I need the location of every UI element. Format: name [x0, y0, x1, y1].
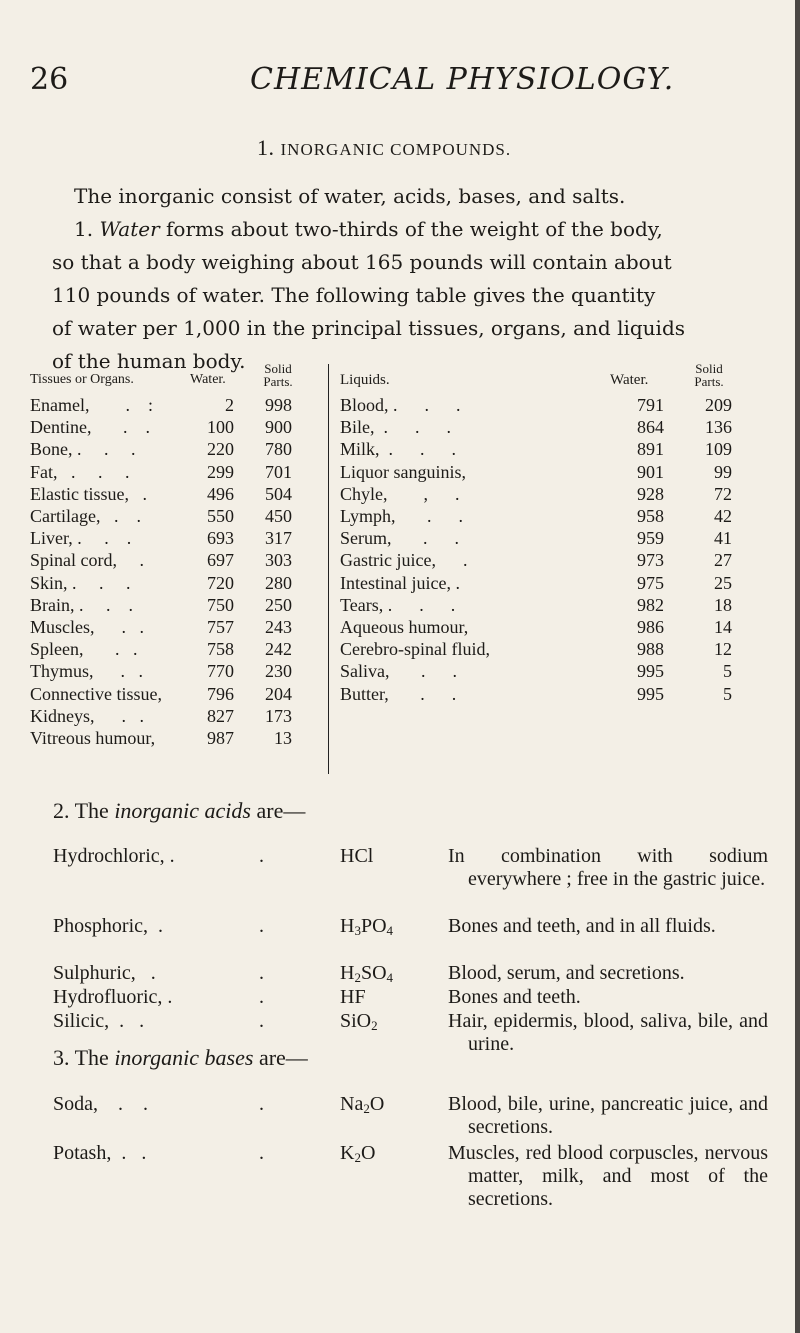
acids-heading-tail: are— [256, 798, 306, 823]
table-cell-water: 995 [637, 683, 664, 704]
table-cell-name: Cerebro-spinal fluid, [340, 639, 490, 660]
table-cell-name: Butter, . . [340, 683, 457, 704]
table-header-solid: Solid Parts. [263, 361, 293, 389]
table-cell-name: Spinal cord, . [30, 550, 144, 571]
table-row [0, 727, 800, 749]
table-row [0, 594, 800, 616]
compound-formula: HF [340, 986, 366, 1008]
table-cell-solid: 72 [714, 483, 732, 504]
compound-occurrence [448, 1093, 768, 1139]
table-row [0, 549, 800, 571]
table-cell-solid: 41 [714, 528, 732, 549]
table-cell-solid: 243 [265, 617, 292, 637]
compound-formula: SiO$_2$ [340, 1010, 378, 1033]
table-cell-water: 791 [637, 395, 664, 415]
table-cell-water: 720 [207, 572, 234, 593]
table-cell-water: 988 [637, 639, 664, 660]
table-cell-water: 2 [225, 395, 234, 415]
occurrence-text: Muscles, red blood corpuscles, nervous matter, milk, and most of the secretions. [448, 1142, 768, 1210]
compound-name: Potash, . . [53, 1142, 147, 1164]
table-cell-water: 827 [207, 705, 234, 726]
paragraph-line: of the human body. [52, 349, 246, 373]
table-cell-solid: 18 [714, 594, 732, 615]
compound-occurrence [448, 1142, 768, 1211]
compound-name: Silicic, . . [53, 1010, 145, 1032]
compound-name: Sulphuric, . [53, 962, 156, 984]
table-cell-solid: 27 [714, 550, 732, 571]
table-cell-name: Bone, . . . [30, 439, 136, 460]
table-cell-solid: 99 [714, 461, 732, 482]
table-cell-water: 995 [637, 661, 664, 682]
formula-subscript: 2 [371, 1018, 378, 1033]
table-cell-solid: 280 [265, 572, 292, 593]
table-row [0, 527, 800, 549]
table-cell-name: Liquor sanguinis, [340, 461, 466, 482]
table-cell-solid: 14 [714, 617, 732, 637]
table-cell-water: 986 [637, 617, 664, 637]
table-cell-solid: 109 [705, 439, 732, 460]
occurrence-text: Blood, bile, urine, pancreatic juice, and secretions. [448, 1093, 768, 1138]
table-cell-solid: 504 [265, 483, 292, 504]
leader-dot: . [259, 1142, 264, 1164]
paragraph-line: of water per 1,000 in the principal tissues, organs, and liquids [52, 316, 686, 340]
table-cell-solid: 173 [265, 705, 292, 726]
table-cell-name: Gastric juice, . [340, 550, 468, 571]
table-row [0, 416, 800, 438]
compound-occurrence [448, 1010, 768, 1056]
table-cell-name: Connective tissue, [30, 683, 162, 704]
table-row [0, 438, 800, 460]
table-row [0, 638, 800, 660]
table-cell-name: Enamel, . : [30, 395, 153, 415]
formula-subscript: 2 [363, 1101, 370, 1116]
compound-occurrence [448, 845, 768, 891]
table-cell-name: Aqueous humour, [340, 617, 469, 637]
table-cell-name: Serum, . . [340, 528, 459, 549]
intro-paragraph [52, 180, 767, 378]
table-cell-name: Elastic tissue, . [30, 483, 147, 504]
leader-dot: . [259, 915, 264, 937]
table-cell-name: Fat, . . . [30, 461, 130, 482]
table-cell-water: 928 [637, 483, 664, 504]
page-number: 26 [30, 62, 69, 97]
table-cell-name: Brain, . . . [30, 594, 133, 615]
table-header-solid-right: Solid Parts. [694, 361, 724, 389]
compound-formula: $K_2O$ [340, 1142, 376, 1165]
table-cell-name: Intestinal juice, . [340, 572, 460, 593]
table-cell-name: Tears, . . . [340, 594, 456, 615]
leader-dot: . [259, 962, 264, 984]
paragraph-line: 110 pounds of water. The following table gives the quantity [52, 283, 656, 307]
table-cell-name: Liver, . . . [30, 528, 132, 549]
acids-heading [53, 798, 305, 824]
table-cell-water: 770 [207, 661, 234, 682]
table-cell-water: 693 [207, 528, 234, 549]
table-cell-water: 299 [207, 461, 234, 482]
table-cell-solid: 209 [705, 395, 732, 415]
table-row [0, 461, 800, 483]
table-cell-water: 975 [637, 572, 664, 593]
paragraph-line: so that a body weighing about 165 pounds will contain about [52, 250, 672, 274]
table-cell-water: 220 [207, 439, 234, 460]
table-cell-solid: 204 [265, 683, 292, 704]
table-cell-water: 987 [207, 728, 234, 748]
table-cell-name: Thymus, . . [30, 661, 144, 682]
table-cell-water: 758 [207, 639, 234, 660]
compound-occurrence [448, 962, 768, 985]
table-row [0, 505, 800, 527]
section-heading [257, 135, 511, 161]
table-cell-solid: 780 [265, 439, 292, 460]
table-row [0, 705, 800, 727]
table-header-liquids: Liquids. [340, 372, 390, 388]
table-cell-water: 100 [207, 417, 234, 438]
table-header-tissues: Tissues or Organs. [30, 372, 134, 387]
table-cell-name: Cartilage, . . [30, 506, 141, 526]
table-cell-solid: 5 [723, 683, 732, 704]
occurrence-text: Bones and teeth. [448, 986, 581, 1008]
table-cell-water: 757 [207, 617, 234, 637]
table-cell-name: Saliva, . . [340, 661, 457, 682]
table-cell-solid: 5 [723, 661, 732, 682]
formula-subscript: 3 [354, 923, 361, 938]
table-cell-name: Milk, . . . [340, 439, 457, 460]
table-cell-name: Blood, . . . [340, 395, 461, 415]
formula-subscript: 2 [354, 970, 361, 985]
acids-heading-num: 2. The [53, 798, 109, 823]
compound-name: Hydrochloric, . [53, 845, 175, 867]
compound-formula: $H_3PO_4$ [340, 915, 394, 938]
table-cell-name: Chyle, , . [340, 483, 460, 504]
table-cell-water: 697 [207, 550, 234, 571]
compound-occurrence [448, 986, 768, 1009]
table-cell-water: 864 [637, 417, 664, 438]
compound-occurrence [448, 915, 768, 938]
formula-subscript: 4 [386, 970, 394, 985]
table-row [0, 683, 800, 705]
table-cell-name: Bile, . . . [340, 417, 451, 438]
table-cell-name: Kidneys, . . [30, 705, 144, 726]
table-cell-solid: 250 [265, 594, 292, 615]
table-row [0, 572, 800, 594]
table-cell-name: Spleen, . . [30, 639, 138, 660]
table-cell-solid: 25 [714, 572, 732, 593]
compound-formula: $H_2SO_4$ [340, 962, 394, 985]
table-cell-solid: 12 [714, 639, 732, 660]
table-cell-water: 973 [637, 550, 664, 571]
table-cell-water: 958 [637, 506, 664, 526]
leader-dot: . [259, 1010, 264, 1032]
occurrence-text: Bones and teeth, and in all fluids. [448, 915, 716, 937]
table-cell-name: Vitreous humour, [30, 728, 156, 748]
bases-heading-num: 3. The [53, 1045, 109, 1070]
bases-heading-tail: are— [258, 1045, 308, 1070]
occurrence-text: Hair, epidermis, blood, saliva, bile, and urine. [448, 1010, 768, 1055]
compound-name: Hydrofluoric, . [53, 986, 173, 1008]
bases-heading [53, 1045, 308, 1071]
compound-name: Soda, . . [53, 1093, 148, 1115]
table-header-water-right: Water. [610, 372, 649, 388]
table-cell-water: 496 [207, 483, 234, 504]
running-title: CHEMICAL PHYSIOLOGY. [250, 62, 675, 97]
formula-subscript: 2 [354, 1150, 361, 1165]
leader-dot: . [259, 986, 264, 1008]
compound-formula: HCl [340, 845, 374, 867]
compound-formula: $Na_2O$ [340, 1093, 385, 1116]
table-cell-solid: 998 [265, 395, 292, 415]
compound-name: Phosphoric, . [53, 915, 163, 937]
occurrence-text: Blood, serum, and secretions. [448, 962, 685, 984]
table-cell-solid: 136 [705, 417, 732, 438]
table-cell-solid: 42 [714, 506, 732, 526]
section-number: 1. [257, 135, 275, 160]
bases-heading-em: inorganic bases [114, 1045, 254, 1070]
table-row [0, 616, 800, 638]
table-cell-solid: 242 [265, 639, 292, 660]
table-cell-water: 901 [637, 461, 664, 482]
table-cell-name: Muscles, . . [30, 617, 144, 637]
table-cell-solid: 317 [265, 528, 292, 549]
formula-subscript: 4 [386, 923, 394, 938]
table-header-water: Water. [190, 372, 226, 387]
table-cell-solid: 303 [265, 550, 292, 571]
table-cell-solid: 13 [274, 728, 292, 748]
occurrence-text: In combination with sodium everywhere ; free in the gastric juice. [448, 845, 768, 890]
table-cell-water: 550 [207, 506, 234, 526]
table-cell-water: 796 [207, 683, 234, 704]
table-cell-water: 891 [637, 439, 664, 460]
table-cell-water: 959 [637, 528, 664, 549]
table-cell-water: 982 [637, 594, 664, 615]
acids-heading-em: inorganic acids [114, 798, 251, 823]
leader-dot: . [259, 845, 264, 867]
leader-dot: . [259, 1093, 264, 1115]
table-row [0, 394, 800, 416]
table-cell-solid: 450 [265, 506, 292, 526]
table-cell-name: Dentine, . . [30, 417, 150, 438]
table-cell-solid: 900 [265, 417, 292, 438]
table-cell-solid: 230 [265, 661, 292, 682]
paragraph-line: The inorganic consist of water, acids, bases, and salts. [74, 184, 626, 208]
table-cell-water: 750 [207, 594, 234, 615]
table-cell-solid: 701 [265, 461, 292, 482]
table-cell-name: Skin, . . . [30, 572, 131, 593]
section-title: INORGANIC COMPOUNDS. [280, 140, 512, 159]
emphasis-water: Water [99, 217, 160, 241]
paragraph-line: 1. Water forms about two-thirds of the weight of the body, [74, 217, 663, 241]
table-row [0, 660, 800, 682]
table-cell-name: Lymph, . . [340, 506, 464, 526]
table-row [0, 483, 800, 505]
